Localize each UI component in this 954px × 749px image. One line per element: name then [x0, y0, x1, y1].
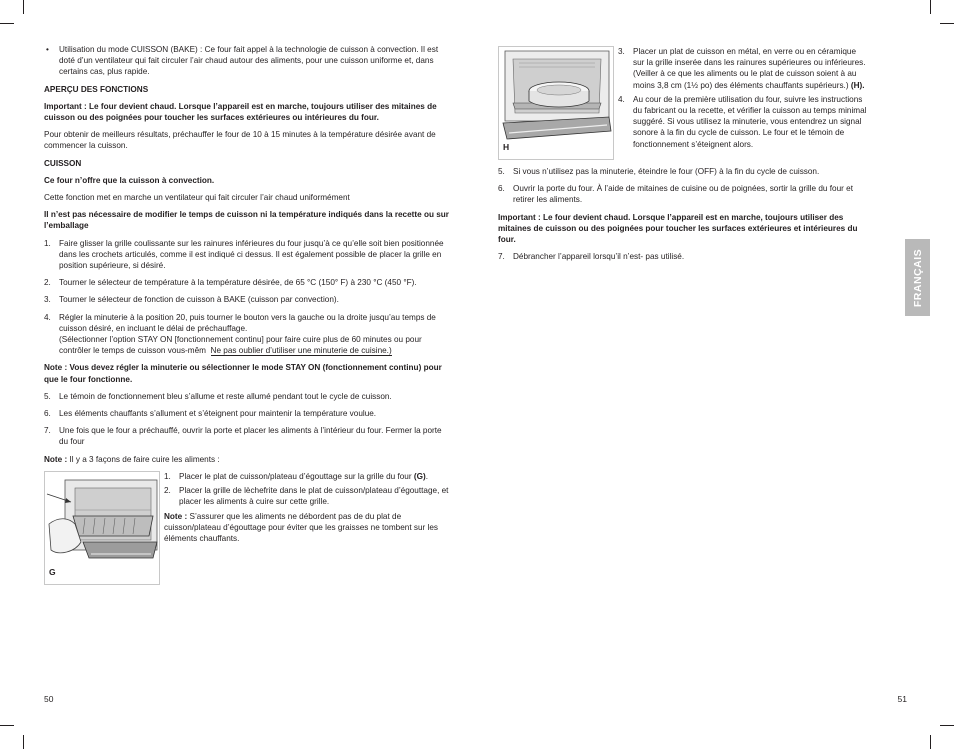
bullet-icon: • — [46, 45, 49, 54]
heading-cuisson: CUISSON — [44, 158, 82, 168]
list-item — [44, 294, 452, 305]
list-number: 7. — [44, 426, 51, 436]
left-column — [44, 44, 452, 585]
list-number: 7. — [498, 252, 505, 262]
list-item: 1. Placer le plat de cuisson/plateau d’égouttage sur la grille du four (G). — [164, 471, 428, 481]
figure-g — [44, 471, 160, 585]
oven-tray-illustration-icon — [45, 472, 159, 584]
list-item — [44, 425, 452, 447]
list-item — [44, 277, 452, 288]
figure-label: G — [49, 566, 56, 577]
figure-h-text — [614, 46, 868, 160]
list-text: (Sélectionner l’option STAY ON [fonctionnement continu] pour faire cuire plus de 60 minutes ou pour contrôler le temps de cuisson vous-mêm — [59, 335, 422, 356]
bullet-text: Utilisation du mode CUISSON (BAKE) : Ce four fait appel à la technologie de cuisson à convection. Il est doté d’un ventilateur qui fait circuler l’air chaud autour des aliments, pour une cuisson uniforme et, dans certains cas, plus rapide. — [59, 45, 439, 77]
heading-apercu: APERÇU DES FONCTIONS — [44, 84, 149, 94]
list-item — [498, 166, 868, 177]
list-text: Régler la minuterie à la position 20, puis tourner le bouton vers la gauche ou la droite jusqu’au temps de cuisson désiré, en incluant le délai de préchauffage. — [59, 312, 436, 333]
list-number: 5. — [498, 167, 505, 176]
list-item — [44, 312, 452, 357]
list-text: Débrancher l’appareil lorsqu’il n’est- pas utilisé. — [513, 252, 685, 262]
important-warning: Important : Le four devient chaud. Lorsque l’appareil est en marche, toujours utiliser des mitaines de cuisson ou des poignées pour toucher les surfaces extérieures ou intérieures du four. — [44, 101, 437, 123]
list-text: Le témoin de fonctionnement bleu s’allume et reste allumé pendant tout le cycle de cuisson. — [59, 391, 392, 401]
preheat-text: Pour obtenir de meilleurs résultats, préchauffer le four de 10 à 15 minutes à la température désirée avant de commencer la cuisson. — [44, 130, 436, 151]
list-item — [498, 183, 868, 205]
list-text: Placer la grille de lèchefrite dans le plat de cuisson/plateau d’égouttage, et placer les aliments à cuire sur cette grille. — [179, 486, 449, 507]
list-text: Placer le plat de cuisson/plateau d’égouttage sur la grille du four — [179, 471, 412, 481]
list-number: 3. — [618, 47, 625, 56]
list-item — [498, 251, 868, 262]
list-number: 1. — [44, 238, 51, 248]
page-number-right: 51 — [897, 694, 907, 704]
note-label: Note : — [164, 511, 188, 521]
figure-h-row — [498, 46, 868, 160]
list-text: Ouvrir la porte du four. À l’aide de mitaines de cuisine ou de poignées, sortir la grille du four et retirer les aliments. — [513, 184, 853, 205]
language-tab-label: FRANÇAIS — [911, 248, 924, 307]
figure-reference: (H). — [850, 80, 865, 90]
list-text: Les éléments chauffants s’allument et s’éteignent pour maintenir la température voulue. — [59, 409, 377, 419]
list-number: 2. — [44, 278, 51, 288]
fan-text: Cette fonction met en marche un ventilateur qui fait circuler l’air chaud uniformément — [44, 193, 350, 203]
important-warning: Important : Le four devient chaud. Lorsque l’appareil est en marche, toujours utiliser des mitaines de cuisson ou des poignées pour toucher les surfaces extérieures et intérieures du four. — [498, 212, 858, 245]
list-item — [44, 391, 452, 402]
figure-label: H — [503, 141, 510, 152]
figure-g-row — [44, 471, 452, 585]
list-number: 2. — [164, 486, 171, 496]
note-three-ways — [44, 454, 452, 465]
figure-h — [498, 46, 614, 160]
oven-dish-illustration-icon — [499, 47, 613, 159]
list-item — [44, 238, 452, 272]
list-text: Une fois que le four a préchauffé, ouvrir la porte et placer les aliments à l’intérieur du four. Fermer la porte du four — [59, 426, 442, 447]
list-number: 1. — [164, 471, 171, 481]
list-number: 4. — [618, 94, 625, 104]
note-text: S’assurer que les aliments ne débordent pas de du plat de cuisson/plateau d’égouttage pour éviter que les graisses ne tombent sur les éléments chauffants. — [164, 511, 438, 543]
list-text: Si vous n’utilisez pas la minuterie, éteindre le four (OFF) à la fin du cycle de cuisson. — [513, 167, 820, 176]
convection-only-text: Ce four n’offre que la cuisson à convection. — [44, 175, 215, 185]
underlined-reminder: Ne pas oublier d’utiliser une minuterie de cuisine.) — [210, 346, 392, 356]
right-page — [477, 0, 954, 749]
note-label: Note : — [44, 454, 68, 464]
list-item — [618, 46, 868, 91]
list-text: Faire glisser la grille coulissante sur les rainures inférieures du four jusqu’à ce qu’elle soit bien positionnée dans les crochets articulés, comme il est indiqué ci dessus. Il est également possible de placer la grille en position supérieure, si désiré. — [59, 238, 444, 271]
figure-note — [164, 511, 452, 545]
language-side-tab — [905, 239, 930, 316]
page-number-left: 50 — [44, 694, 54, 704]
bake-mode-bullet — [44, 44, 452, 78]
no-modify-text: Il n’est pas nécessaire de modifier le temps de cuisson ni la température indiqués dans la recette ou sur l’emballage — [44, 210, 449, 231]
note-text: Il y a 3 façons de faire cuire les aliments : — [69, 454, 220, 464]
list-text: Placer un plat de cuisson en métal, en verre ou en céramique sur la grille inserée dans les rainures supérieures ou inférieures. (Veiller à ce que les aliments ou le plat de cuisson soient à au moins 3,8 cm (1½ po) des éléments chauffants supérieurs.) — [633, 47, 866, 90]
figure-g-text — [160, 471, 452, 585]
note-timer: Note : Vous devez régler la minuterie ou sélectionner le mode STAY ON (fonctionnement continu) pour que le four fonctionne. — [44, 363, 442, 384]
figure-reference: (G) — [413, 471, 426, 481]
list-text: Tourner le sélecteur de fonction de cuisson à BAKE (cuisson par convection). — [59, 295, 339, 305]
list-text: Au cour de la première utilisation du four, suivre les instructions du fabricant ou la recette, et vérifier la cuisson au temps minimal suggéré. Si vous utilisez la minuterie, vous entendrez un signal sonore à la fin du cycle de cuisson. Le four et le témoin de fonctionnement s’éteignent alors. — [633, 94, 867, 149]
right-column — [498, 44, 868, 268]
list-text: Tourner le sélecteur de température à la température désirée, de 65 °C (150° F) à 230 °C (450 °F). — [59, 278, 417, 288]
list-number: 6. — [498, 184, 505, 194]
list-item — [164, 485, 452, 507]
list-number: 6. — [44, 409, 51, 419]
list-item — [44, 408, 452, 419]
list-number: 3. — [44, 295, 51, 305]
list-item — [618, 94, 868, 150]
list-number: 5. — [44, 391, 51, 401]
list-number: 4. — [44, 312, 51, 322]
